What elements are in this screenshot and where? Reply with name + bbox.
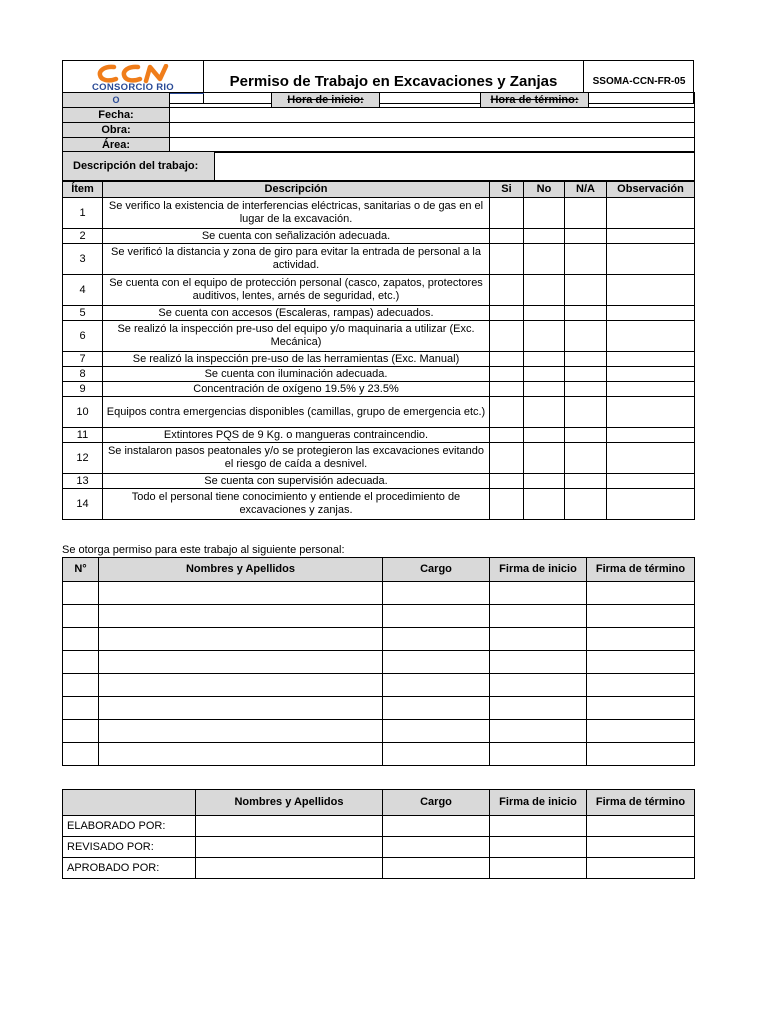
firma-termino-cell[interactable] (587, 651, 695, 674)
item-description: Se cuenta con el equipo de protección personal (casco, zapatos, protectores auditivos, lentes, arnés de seguridad, etc.) (103, 275, 490, 306)
nombres-cell[interactable] (99, 628, 383, 651)
no-cell[interactable] (524, 382, 565, 397)
si-cell[interactable] (490, 198, 524, 229)
item-number: 6 (63, 321, 103, 352)
nombres-cell[interactable] (99, 743, 383, 766)
numero-cell[interactable] (63, 582, 99, 605)
col-na: N/A (565, 182, 607, 198)
numero-cell[interactable] (63, 628, 99, 651)
si-cell[interactable] (490, 367, 524, 382)
checklist-table (62, 181, 695, 520)
item-number: 13 (63, 474, 103, 489)
firma-inicio-cell[interactable] (490, 697, 587, 720)
si-cell[interactable] (490, 229, 524, 244)
personnel-row (63, 628, 695, 651)
personnel-row (63, 720, 695, 743)
signoff-row (63, 837, 695, 858)
signoff-role-label: APROBADO POR: (63, 858, 196, 879)
firma-inicio-cell[interactable] (490, 837, 587, 858)
col-numero: N° (63, 558, 99, 582)
firma-inicio-cell[interactable] (490, 816, 587, 837)
na-cell[interactable] (565, 244, 607, 275)
logo-overflow-cell (63, 93, 170, 108)
nombres-cell[interactable] (99, 582, 383, 605)
item-description: Se realizó la inspección pre-uso del equipo y/o maquinaria a utilizar (Exc. Mecánica) (103, 321, 490, 352)
item-description: Todo el personal tiene conocimiento y entiende el procedimiento de excavaciones y zanjas. (103, 489, 490, 520)
firma-termino-cell[interactable] (587, 628, 695, 651)
nombres-cell[interactable] (99, 697, 383, 720)
nombres-cell[interactable] (99, 674, 383, 697)
firma-inicio-cell[interactable] (490, 605, 587, 628)
item-description: Se realizó la inspección pre-uso de las herramientas (Exc. Manual) (103, 352, 490, 367)
nombres-cell[interactable] (99, 720, 383, 743)
item-description: Se cuenta con señalización adecuada. (103, 229, 490, 244)
item-number: 3 (63, 244, 103, 275)
hora-inicio-field[interactable] (380, 93, 481, 108)
personnel-body (63, 582, 695, 766)
nombres-cell[interactable] (99, 651, 383, 674)
item-description: Se cuenta con accesos (Escaleras, rampas) adecuados. (103, 306, 490, 321)
no-cell[interactable] (524, 428, 565, 443)
col-nombres: Nombres y Apellidos (196, 790, 383, 816)
firma-termino-cell[interactable] (587, 743, 695, 766)
obra-label: Obra: (63, 123, 170, 138)
logo-overflow-text: O (112, 95, 120, 105)
signoff-body (63, 816, 695, 879)
col-firma-termino: Firma de término (587, 790, 695, 816)
observacion-cell[interactable] (607, 397, 695, 428)
checklist-row (63, 367, 695, 382)
fecha-field[interactable] (170, 108, 695, 123)
item-number: 7 (63, 352, 103, 367)
firma-inicio-cell[interactable] (490, 628, 587, 651)
personnel-row (63, 674, 695, 697)
no-cell[interactable] (524, 397, 565, 428)
item-description: Se verifico la existencia de interferencias eléctricas, sanitarias o de gas en el lugar de la excavación. (103, 198, 490, 229)
observacion-cell[interactable] (607, 229, 695, 244)
firma-inicio-cell[interactable] (490, 720, 587, 743)
personnel-row (63, 697, 695, 720)
item-description: Se verificó la distancia y zona de giro para evitar la entrada de personal a la actividad. (103, 244, 490, 275)
nombres-cell[interactable] (196, 837, 383, 858)
item-number: 14 (63, 489, 103, 520)
col-descripcion: Descripción (103, 182, 490, 198)
item-description: Concentración de oxígeno 19.5% y 23.5% (103, 382, 490, 397)
checklist-row (63, 443, 695, 474)
item-number: 10 (63, 397, 103, 428)
checklist-row (63, 321, 695, 352)
nombres-cell[interactable] (99, 605, 383, 628)
cargo-cell[interactable] (383, 720, 490, 743)
item-number: 11 (63, 428, 103, 443)
cargo-cell[interactable] (383, 837, 490, 858)
item-number: 8 (63, 367, 103, 382)
na-cell[interactable] (565, 306, 607, 321)
checklist-row (63, 382, 695, 397)
firma-inicio-cell[interactable] (490, 582, 587, 605)
no-cell[interactable] (524, 352, 565, 367)
no-cell[interactable] (524, 367, 565, 382)
no-cell[interactable] (524, 275, 565, 306)
firma-termino-cell[interactable] (587, 816, 695, 837)
signoff-row (63, 858, 695, 879)
item-number: 9 (63, 382, 103, 397)
checklist-row (63, 428, 695, 443)
observacion-cell[interactable] (607, 352, 695, 367)
observacion-cell[interactable] (607, 428, 695, 443)
na-cell[interactable] (565, 443, 607, 474)
na-cell[interactable] (565, 198, 607, 229)
no-cell[interactable] (524, 321, 565, 352)
personnel-row (63, 743, 695, 766)
na-cell[interactable] (565, 321, 607, 352)
si-cell[interactable] (490, 244, 524, 275)
na-cell[interactable] (565, 367, 607, 382)
checklist-row (63, 244, 695, 275)
col-firma-inicio: Firma de inicio (490, 790, 587, 816)
observacion-cell[interactable] (607, 306, 695, 321)
observacion-cell[interactable] (607, 321, 695, 352)
cargo-cell[interactable] (383, 697, 490, 720)
col-cargo: Cargo (383, 790, 490, 816)
col-firma-inicio: Firma de inicio (490, 558, 587, 582)
firma-termino-cell[interactable] (587, 837, 695, 858)
cargo-cell[interactable] (383, 651, 490, 674)
area-label: Área: (63, 138, 170, 153)
cargo-cell[interactable] (383, 743, 490, 766)
item-number: 1 (63, 198, 103, 229)
observacion-cell[interactable] (607, 367, 695, 382)
observacion-cell[interactable] (607, 198, 695, 229)
numero-cell[interactable] (63, 743, 99, 766)
signoff-role-label: ELABORADO POR: (63, 816, 196, 837)
item-description: Se cuenta con supervisión adecuada. (103, 474, 490, 489)
checklist-row (63, 352, 695, 367)
col-firma-termino: Firma de término (587, 558, 695, 582)
item-description: Se cuenta con iluminación adecuada. (103, 367, 490, 382)
checklist-row (63, 229, 695, 244)
description-table (62, 151, 695, 181)
info-table (62, 92, 695, 153)
observacion-cell[interactable] (607, 244, 695, 275)
cargo-cell[interactable] (383, 858, 490, 879)
personnel-row (63, 651, 695, 674)
col-observacion: Observación (607, 182, 695, 198)
form-title: Permiso de Trabajo en Excavaciones y Zanjas (204, 60, 584, 104)
col-nombres: Nombres y Apellidos (99, 558, 383, 582)
firma-termino-cell[interactable] (587, 605, 695, 628)
firma-termino-cell[interactable] (587, 697, 695, 720)
na-cell[interactable] (565, 474, 607, 489)
no-cell[interactable] (524, 229, 565, 244)
si-cell[interactable] (490, 382, 524, 397)
col-item: Ítem (63, 182, 103, 198)
cargo-cell[interactable] (383, 582, 490, 605)
no-cell[interactable] (524, 489, 565, 520)
col-si: Si (490, 182, 524, 198)
no-cell[interactable] (524, 198, 565, 229)
si-cell[interactable] (490, 275, 524, 306)
personnel-row (63, 582, 695, 605)
item-number: 12 (63, 443, 103, 474)
numero-cell[interactable] (63, 674, 99, 697)
descripcion-label: Descripción del trabajo: (63, 152, 215, 181)
firma-inicio-cell[interactable] (490, 743, 587, 766)
col-cargo: Cargo (383, 558, 490, 582)
observacion-cell[interactable] (607, 275, 695, 306)
firma-inicio-cell[interactable] (490, 674, 587, 697)
na-cell[interactable] (565, 229, 607, 244)
firma-termino-cell[interactable] (587, 720, 695, 743)
checklist-body (63, 198, 695, 520)
na-cell[interactable] (565, 397, 607, 428)
blank-cell (170, 93, 272, 108)
nombres-cell[interactable] (196, 858, 383, 879)
numero-cell[interactable] (63, 651, 99, 674)
na-cell[interactable] (565, 489, 607, 520)
si-cell[interactable] (490, 428, 524, 443)
na-cell[interactable] (565, 382, 607, 397)
no-cell[interactable] (524, 244, 565, 275)
no-cell[interactable] (524, 443, 565, 474)
observacion-cell[interactable] (607, 382, 695, 397)
firma-termino-cell[interactable] (587, 582, 695, 605)
item-description: Extintores PQS de 9 Kg. o mangueras contraincendio. (103, 428, 490, 443)
no-cell[interactable] (524, 474, 565, 489)
item-number: 4 (63, 275, 103, 306)
numero-cell[interactable] (63, 720, 99, 743)
cargo-cell[interactable] (383, 605, 490, 628)
col-role (63, 790, 196, 816)
firma-termino-cell[interactable] (587, 674, 695, 697)
observacion-cell[interactable] (607, 443, 695, 474)
item-description: Se instalaron pasos peatonales y/o se protegieron las excavaciones evitando el riesgo de caída a desnivel. (103, 443, 490, 474)
na-cell[interactable] (565, 275, 607, 306)
checklist-row (63, 474, 695, 489)
cargo-cell[interactable] (383, 628, 490, 651)
si-cell[interactable] (490, 352, 524, 367)
numero-cell[interactable] (63, 605, 99, 628)
cargo-cell[interactable] (383, 674, 490, 697)
form-code: SSOMA-CCN-FR-05 (592, 76, 686, 87)
col-no: No (524, 182, 565, 198)
checklist-row (63, 397, 695, 428)
observacion-cell[interactable] (607, 489, 695, 520)
si-cell[interactable] (490, 443, 524, 474)
signoff-table (62, 789, 695, 879)
fecha-label: Fecha: (63, 108, 170, 123)
si-cell[interactable] (490, 321, 524, 352)
item-number: 2 (63, 229, 103, 244)
personnel-table (62, 557, 695, 766)
observacion-cell[interactable] (607, 474, 695, 489)
obra-field[interactable] (170, 123, 695, 138)
hora-termino-field[interactable] (589, 93, 695, 108)
logo-text: CONSORCIO RIO (91, 82, 174, 93)
signoff-row (63, 816, 695, 837)
descripcion-field[interactable] (215, 152, 695, 181)
ccn-logo (96, 64, 172, 84)
hora-termino-label: Hora de término: (481, 93, 589, 108)
checklist-row (63, 198, 695, 229)
si-cell[interactable] (490, 306, 524, 321)
firma-inicio-cell[interactable] (490, 651, 587, 674)
si-cell[interactable] (490, 474, 524, 489)
na-cell[interactable] (565, 428, 607, 443)
na-cell[interactable] (565, 352, 607, 367)
nombres-cell[interactable] (196, 816, 383, 837)
signoff-role-label: REVISADO POR: (63, 837, 196, 858)
permit-label: Se otorga permiso para este trabajo al siguiente personal: (62, 544, 345, 556)
firma-inicio-cell[interactable] (490, 858, 587, 879)
personnel-row (63, 605, 695, 628)
firma-termino-cell[interactable] (587, 858, 695, 879)
item-number: 5 (63, 306, 103, 321)
hora-inicio-label: Hora de inicio: (272, 93, 380, 108)
checklist-row (63, 275, 695, 306)
numero-cell[interactable] (63, 697, 99, 720)
item-description: Equipos contra emergencias disponibles (camillas, grupo de emergencia etc.) (103, 397, 490, 428)
no-cell[interactable] (524, 306, 565, 321)
si-cell[interactable] (490, 489, 524, 520)
checklist-row (63, 306, 695, 321)
cargo-cell[interactable] (383, 816, 490, 837)
si-cell[interactable] (490, 397, 524, 428)
checklist-row (63, 489, 695, 520)
